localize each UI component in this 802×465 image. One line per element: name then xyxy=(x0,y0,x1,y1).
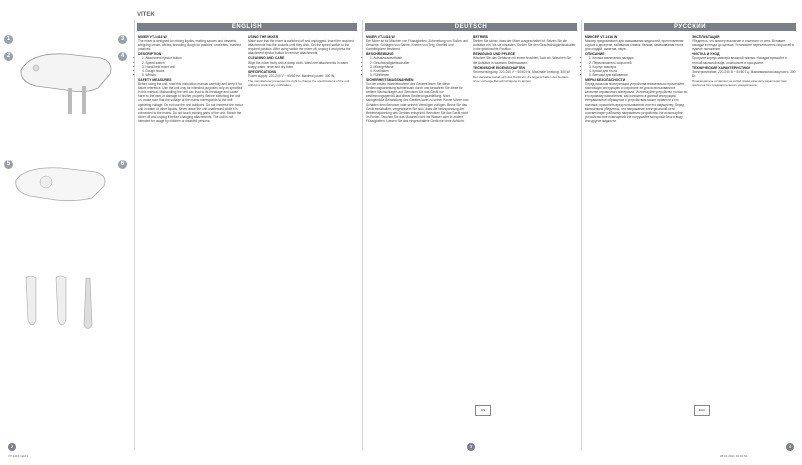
list-item: • 3. Mixergehäuse xyxy=(370,65,469,69)
tech-note: Производитель оставляет за собой право изменять характеристики приборов без предварительного уведомления. xyxy=(692,78,787,88)
list-item: • 2. Geschwindigkeitsschalter xyxy=(370,61,469,65)
cleaning-heading: REINIGUNG UND PFLEGE xyxy=(473,52,516,57)
mixer-side-drawing-icon xyxy=(6,160,121,220)
cleaning-text: Wipe the mixer body with a damp cloth. Wash the attachments in warm soapy water, rinse and dry them. xyxy=(248,60,349,69)
illustration-3 xyxy=(6,270,121,340)
illustration-label: 3 xyxy=(118,35,127,44)
deutsch-col-2 xyxy=(473,34,576,84)
using-text: Убедитесь, что миксер выключен и отключен от сети. Вставьте насадки в гнезда до щелчка. Установите переключатель скоростей в нужное положение. xyxy=(692,39,794,52)
spec-text: Stromversorgung: 220-240 V ~ 50/60 Hz. Maximale Leistung: 300 W. xyxy=(473,69,571,74)
english-col-2 xyxy=(248,34,354,88)
mixer-attachments-drawing-icon xyxy=(6,270,121,340)
using-heading: USING THE MIXER xyxy=(248,35,279,39)
safety-text: Vor der ersten Inbetriebnahme des Gerätes lesen Sie diese Bedienungsanleitung aufmerksam durch und bewahren Sie diese für weitere Nachschlagen auf. Benutzen Sie das Gerät nur bestimmungsgemäß laut dieser Bedienungsanleitung. Nicht sachgemäße Behandlung des Gerätes kann zu seiner Panne führen und Schaden dem Benutzer oder seinem Vermögen zufügen. Bevor Sie das Gerät einschalten, vergewissern Sie sich, dass die Netzspannung der Betriebsspannung des Gerätes entspricht. Benutzen Sie das Gerät nicht im Freien. Tauchen Sie das Motorteil nicht ins Wasser oder in andere Flüssigkeiten. Lassen Sie das eingeschaltete Gerät nie ohne Aufsicht. xyxy=(366,82,469,123)
list-item: • 4. Крюки для теста xyxy=(589,69,688,73)
russian-col-2 xyxy=(692,34,796,88)
list-item: • 1. Aufsatzauswurftaste xyxy=(370,56,469,60)
russian-col-1 xyxy=(585,34,688,124)
description-list xyxy=(585,56,688,76)
illustration-2 xyxy=(6,160,121,220)
brand-logo: VITEK xyxy=(137,12,155,18)
product-title: МИКСЕР VT-1416 W xyxy=(585,35,618,39)
footer-right: 28.01.2011 16:04:52 xyxy=(720,454,748,458)
safety-text: Before using the unit, read this instruction manual carefully and keep it for future reference. Use the unit only for intended purposes only as specified in this manual. Mishandling the unit can lead to its breakage and cause harm to the user or damage to his/her property. Before switching the unit on, make sure that the voltage of the mains corresponds to the unit operating voltage. Do not use the unit outdoors. Do not immerse the motor unit in water or other liquids. Never leave the unit unattended while it is connected to the mains. Do not touch moving parts of the unit. Switch the mixer off and unplug it before changing attachments. The unit is not intended for usage by children or disabled persons. xyxy=(138,82,243,123)
illustration-label: 1 xyxy=(4,35,13,44)
description-list xyxy=(138,56,244,76)
cleaning-heading: ЧИСТКА И УХОД xyxy=(692,52,720,57)
description-heading: DESCRIPTION xyxy=(138,52,162,57)
cert-mark-ru: EAC xyxy=(694,405,710,416)
safety-heading: SICHERHEITSMASSNAHMEN xyxy=(366,77,414,82)
lang-title-english: ENGLISH xyxy=(137,23,357,31)
list-item: • 5. Whisks xyxy=(142,73,244,77)
cert-mark-de: GS xyxy=(475,405,491,416)
illustration-label: 2 xyxy=(4,52,13,61)
divider xyxy=(362,20,363,450)
safety-text: Перед началом эксплуатации устройства внимательно прочитайте настоящую инструкцию и сохраните ее для использования в качестве справочного материала. Используйте устройство только по его прямому назначению, как изложено в данной инструкции. Неправильное обращение с устройством может привести к его поломке, причинить вред пользователю или его имуществу. Перед включением убедитесь, что напряжение электрической сети соответствует рабочему напряжению устройства. Не используйте устройство вне помещений. Не погружайте моторный блок в воду или другие жидкости. xyxy=(585,82,688,123)
tech-note: The manufacturer preserves the right to change the specifications of the unit without a preliminary notification. xyxy=(248,78,350,88)
list-item: • 1. Кнопка извлечения насадок xyxy=(589,56,688,60)
deutsch-col-1 xyxy=(366,34,469,124)
lang-title-russian: РУССКИЙ xyxy=(584,23,796,31)
description-list xyxy=(366,56,469,76)
list-item: • 4. Knethaken xyxy=(370,69,469,73)
english-col-1 xyxy=(138,34,244,124)
list-item: • 5. Rührbesen xyxy=(370,73,469,77)
spec-text: Power supply: 220-240 V ~ 50/60 Hz. Maximal power: 300 W. xyxy=(248,73,335,78)
using-heading: ЭКСПЛУАТАЦИЯ xyxy=(692,35,720,39)
illustration-panel xyxy=(0,0,133,465)
tech-note: Der Hersteller behält sich das Recht vor, die Eigenschaften des Gerätes ohne vorherige Benachrichtigung zu ändern. xyxy=(473,74,569,83)
spec-text: Электропитание: 220-240 В ~ 50/60 Гц. Максимальная мощность: 300 Вт. xyxy=(692,69,796,78)
list-item: • 2. Speed switch xyxy=(142,61,244,65)
cleaning-text: Протрите корпус миксера влажной тканью. Насадки промойте в теплой мыльной воде, ополосните и просушите. xyxy=(692,56,787,65)
footer-left: VT-1416.indd 1 xyxy=(8,454,29,458)
divider xyxy=(581,20,582,450)
illustration-1 xyxy=(6,40,121,120)
list-item: • 1. Attachment ejector button xyxy=(142,56,244,60)
using-heading: BETRIEB xyxy=(473,35,488,39)
safety-heading: SAFETY MEASURES xyxy=(138,77,172,82)
list-item: • 2. Переключатель скоростей xyxy=(589,61,688,65)
list-item: • 4. Dough hooks xyxy=(142,69,244,73)
illustration-label: 5 xyxy=(4,160,13,169)
list-item: • 3. Корпус миксера xyxy=(589,65,688,69)
description-heading: BESCHREIBUNG xyxy=(366,52,394,57)
page-number: 3 xyxy=(467,443,475,451)
product-title: MIXER VT-1416 W xyxy=(138,35,167,39)
mixer-drawing-icon xyxy=(6,40,121,120)
description-heading: ОПИСАНИЕ xyxy=(585,52,605,57)
safety-heading: МЕРЫ БЕЗОПАСНОСТИ xyxy=(585,77,626,82)
list-item: • 5. Венчики для взбивания xyxy=(589,73,688,77)
spec-heading: ТЕХНИЧЕСКИЕ ХАРАКТЕРИСТИКИ xyxy=(692,65,750,70)
using-text: Stellen Sie sicher, dass der Mixer ausgeschaltet ist. Setzen Sie die Aufsätze ein, bis sie einrasten. Stellen Sie den Geschwindigkeitsschalter in die gewünschte Position. xyxy=(473,39,576,52)
product-title: MIXER VT-1416 W xyxy=(366,35,395,39)
intro-text: Миксер предназначен для смешивания жидкостей, приготовления соусов и десертов, взбивания сливок, белков, замешивания теста для оладий, омлетов, пюре. xyxy=(585,39,684,52)
spec-heading: SPECIFICATIONS xyxy=(248,69,277,74)
lang-title-deutsch: DEUTSCH xyxy=(365,23,577,31)
page-number: 4 xyxy=(786,443,794,451)
illustration-label: 6 xyxy=(118,160,127,169)
spec-heading: TECHNISCHE EIGENSCHAFTEN xyxy=(473,65,525,70)
using-text: Make sure that the mixer is switched off and unplugged. Insert the required attachments into the sockets until they click. Set the speed switch to the required position. After using switch the mixer off, unplug it and press the attachment ejector button to remove attachments. xyxy=(248,39,354,56)
intro-text: Der Mixer ist fur Mischen von Flussigkeiten, Zubereitung von Soßen und Desserts, Schlagen von Sahne, Kneten von Teig, Omelett und Kartoffelpüree bestimmt. xyxy=(366,39,469,52)
page-number: 2 xyxy=(8,443,16,451)
list-item: • 3. Hand-held mixer unit xyxy=(142,65,244,69)
intro-text: The mixer is designed for mixing liquids, making sauces and desserts, whipping cream, whites, kneading dough for pastries, omelettes, mashed potatoes. xyxy=(138,39,241,52)
divider xyxy=(134,20,135,450)
illustration-label: 4 xyxy=(118,52,127,61)
cleaning-text: Wischen Sie das Gehäuse mit einem feuchten Tuch ab. Waschen Sie die Aufsätze in warmem Seifenwasser. xyxy=(473,56,572,65)
cleaning-heading: CLEANING AND CARE xyxy=(248,56,285,61)
